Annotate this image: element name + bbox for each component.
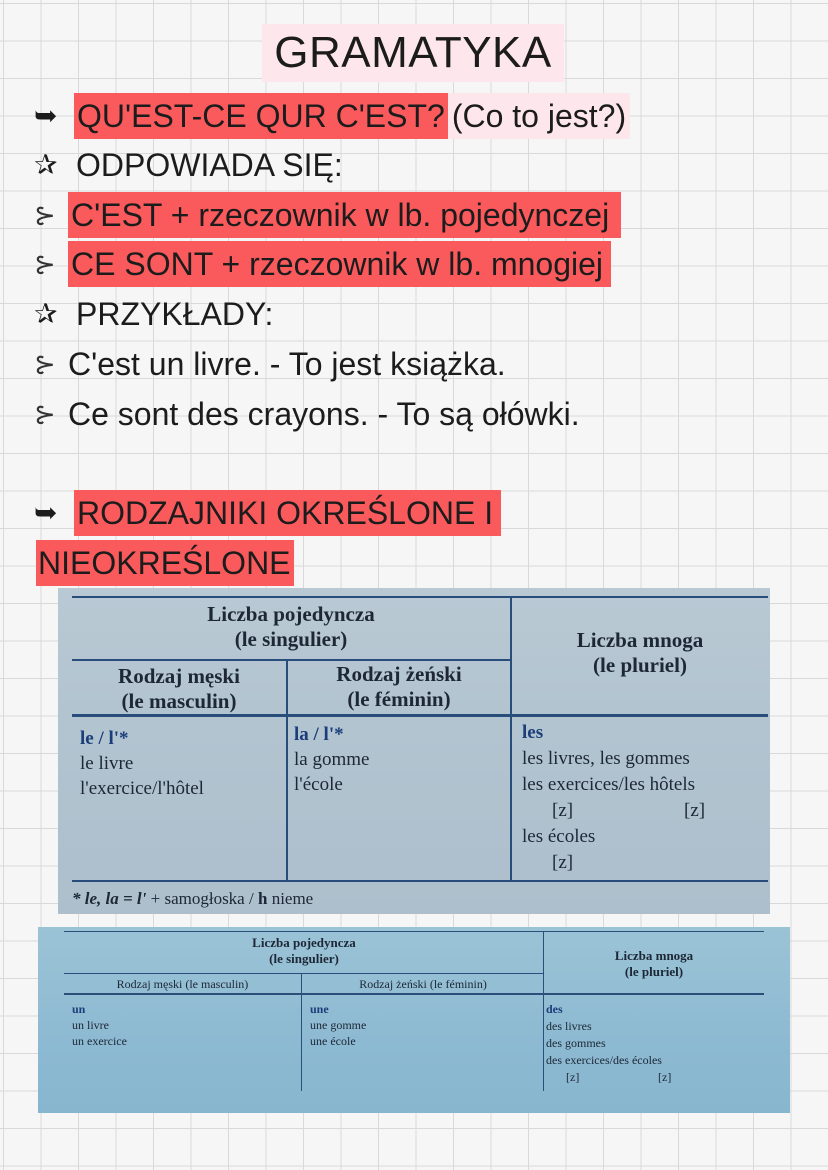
feminine-header: Rodzaj żeński (le féminin): [359, 977, 487, 991]
examples-heading-line: [34, 291, 273, 337]
feminine-cell: une une gomme une école: [310, 1002, 367, 1048]
examples-heading: PRZYKŁADY:: [76, 296, 274, 332]
plural-cell: les les livres, les gommes les exercices/les hôtels [z] [z] les écoles [z]: [522, 722, 706, 873]
right-arrow-icon: ➥: [34, 100, 58, 131]
section2-heading-line2: [36, 540, 294, 586]
section2-heading-line1: [34, 490, 501, 536]
example-line: [34, 391, 580, 437]
masculine-cell: le / l'* le livre l'exercice/l'hôtel: [80, 728, 204, 799]
section2-heading-text: NIEOKREŚLONE: [36, 540, 294, 586]
plural-cell: des des livres des gommes des exercices/des écoles [z] [z]: [546, 1002, 672, 1084]
singular-header: Liczba pojedyncza (le singulier): [207, 602, 375, 651]
bullet-icon: ⊱: [34, 349, 56, 379]
right-arrow-icon: ➥: [34, 497, 58, 528]
rule-line: [34, 192, 621, 238]
masculine-header: Rodzaj męski (le masculin): [118, 664, 240, 713]
table-footnote: * le, la = l' + samogłoska / h nieme: [72, 889, 314, 908]
section2-heading-text: RODZAJNIKI OKREŚLONE I: [74, 490, 501, 536]
question-translation: (Co to jest?): [448, 93, 630, 139]
bullet-icon: ⊱: [34, 200, 56, 230]
question-text: QU'EST-CE QUR C'EST?: [74, 93, 448, 139]
rule-text: CE SONT + rzeczownik w lb. mnogiej: [68, 241, 611, 287]
singular-header: Liczba pojedyncza (le singulier): [252, 935, 356, 966]
example-text: C'est un livre. - To jest książka.: [68, 346, 506, 382]
star-icon: ✰: [34, 149, 58, 180]
feminine-cell: la / l'* la gomme l'école: [294, 724, 370, 795]
example-text: Ce sont des crayons. - To są ołówki.: [68, 396, 580, 432]
bullet-icon: ⊱: [34, 399, 56, 429]
definite-articles-table-photo: [58, 588, 770, 914]
answer-heading: ODPOWIADA SIĘ:: [76, 147, 343, 183]
example-line: [34, 341, 506, 387]
rule-text: C'EST + rzeczownik w lb. pojedynczej: [68, 192, 621, 238]
masculine-header: Rodzaj męski (le masculin): [116, 977, 249, 991]
definite-articles-table: [72, 588, 768, 882]
answer-heading-line: [34, 142, 343, 188]
star-icon: ✰: [34, 298, 58, 329]
bullet-icon: ⊱: [34, 249, 56, 279]
question-line: [34, 93, 630, 139]
masculine-cell: un un livre un exercice: [72, 1002, 127, 1048]
feminine-header: Rodzaj żeński (le féminin): [336, 662, 462, 711]
page-title: GRAMATYKA: [262, 24, 564, 82]
plural-header: Liczba mnoga (le pluriel): [576, 628, 704, 677]
rule-line: [34, 241, 611, 287]
indefinite-articles-table-photo: [38, 927, 790, 1113]
plural-header: Liczba mnoga (le pluriel): [614, 948, 694, 979]
